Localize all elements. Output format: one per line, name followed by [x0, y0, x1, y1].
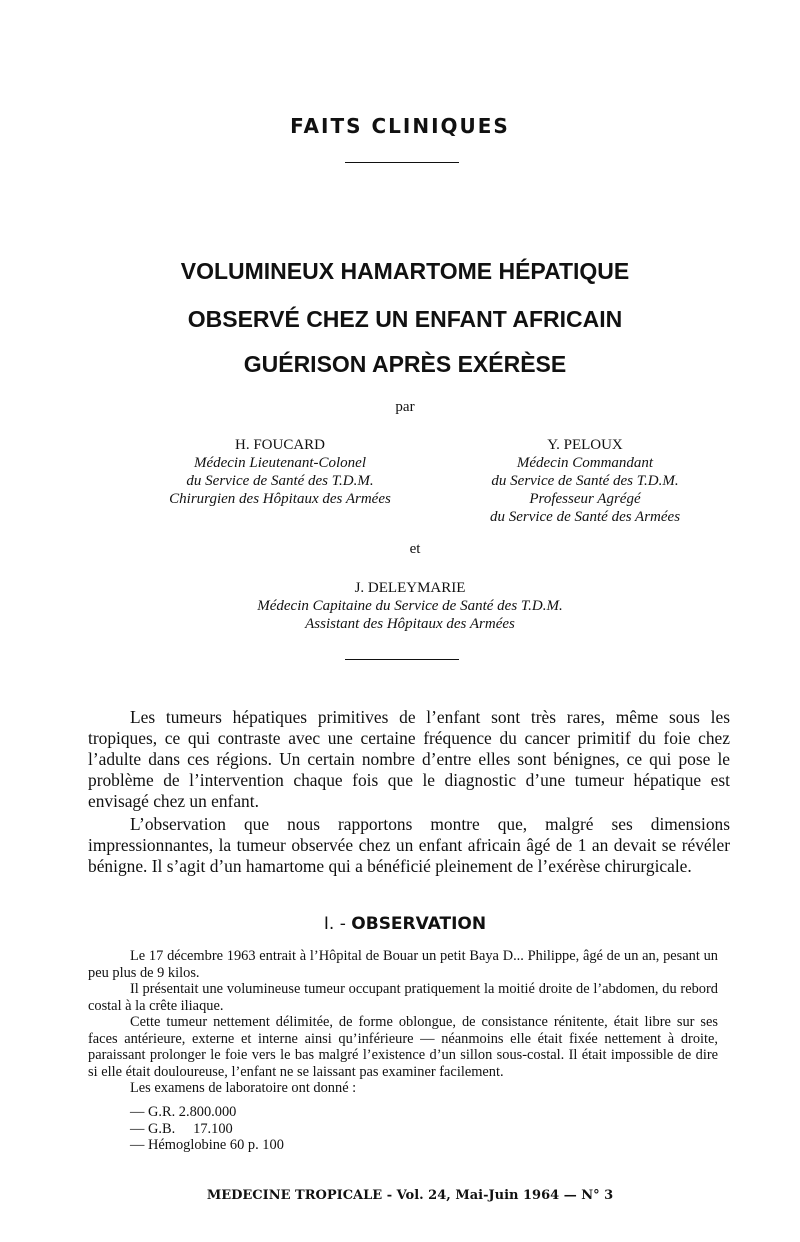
- author-name: J. DELEYMARIE: [354, 580, 466, 596]
- author-foucard: [110, 436, 450, 508]
- author-affiliation: Assistant des Hôpitaux des Armées: [305, 616, 515, 632]
- section-heading-text: OBSERVATION: [351, 914, 487, 934]
- section-label: FAITS CLINIQUES: [290, 114, 510, 138]
- author-affiliation: Médecin Lieutenant-Colonel: [193, 455, 367, 471]
- author-affiliation: du Service de Santé des Armées: [489, 509, 681, 525]
- observation-paragraph: Il présentait une volumineuse tumeur occupant pratiquement la moitié droite de l’abdomen, du rebord costal à la crête iliaque.: [88, 981, 718, 1014]
- author-deleymarie: [170, 579, 650, 633]
- author-affiliation: du Service de Santé des T.D.M.: [186, 473, 374, 489]
- section-number: I. -: [323, 914, 346, 934]
- author-name: Y. PELOUX: [547, 437, 623, 453]
- lab-result: — G.R. 2.800.000: [130, 1104, 237, 1120]
- article-title-line-3: GUÉRISON APRÈS EXÉRÈSE: [243, 351, 567, 377]
- lab-result: — Hémoglobine 60 p. 100: [130, 1137, 284, 1153]
- author-affiliation: du Service de Santé des T.D.M.: [491, 473, 679, 489]
- observation-paragraph: Le 17 décembre 1963 entrait à l’Hôpital de Bouar un petit Baya D... Philippe, âgé de un an, pesant un peu plus de 9 kilos.: [88, 948, 718, 981]
- author-peloux: [415, 436, 755, 526]
- author-affiliation: Chirurgien des Hôpitaux des Armées: [169, 491, 391, 507]
- observation-paragraph: Cette tumeur nettement délimitée, de forme oblongue, de consistance rénitente, était libre sur ses faces antérieure, externe et interne ainsi qu’inférieure — néanmoins elle était fixée nettement à droite, paraissant prolonger le foie vers le bas malgré l’existence d’un sillon sous-costal. Il était impossible de dire si elle était douloureuse, l’enfant ne se laissant pas examiner facilement.: [88, 1014, 718, 1080]
- top-divider: [345, 162, 459, 163]
- author-affiliation: Médecin Capitaine du Service de Santé des T.D.M.: [257, 598, 563, 614]
- author-name: H. FOUCARD: [234, 437, 325, 453]
- section-heading: [0, 914, 800, 934]
- introduction: [88, 707, 730, 877]
- journal-footer: MEDECINE TROPICALE - Vol. 24, Mai-Juin 1964 — N° 3: [206, 1188, 614, 1203]
- byline-par: par: [395, 399, 415, 415]
- observation-body: [88, 948, 718, 1097]
- article-title-line-2: OBSERVÉ CHEZ UN ENFANT AFRICAIN: [187, 306, 623, 332]
- author-affiliation: Médecin Commandant: [516, 455, 654, 471]
- intro-paragraph: L’observation que nous rapportons montre que, malgré ses dimensions impressionnantes, la tumeur observée chez un enfant africain âgé de 1 an devait se révéler bénigne. Il s’agit d’un hamartome qui a bénéficié pleinement de l’exérèse chirurgicale.: [88, 814, 730, 876]
- author-affiliation: Professeur Agrégé: [529, 491, 641, 507]
- observation-paragraph: Les examens de laboratoire ont donné :: [130, 1080, 357, 1096]
- byline-et: et: [409, 541, 421, 557]
- lab-result: — G.B. 17.100: [130, 1120, 233, 1137]
- article-title-line-1: VOLUMINEUX HAMARTOME HÉPATIQUE: [180, 258, 630, 284]
- intro-paragraph: Les tumeurs hépatiques primitives de l’enfant sont très rares, même sous les tropiques, ce qui contraste avec une certaine fréquence du cancer primitif du foie chez l’adulte dans ces régions. Un certain nombre d’entre elles sont bénignes, ce qui pose le problème de l’intervention chaque fois que le diagnostic d’une tumeur hépatique est envisagé chez un enfant.: [88, 707, 730, 811]
- byline-divider: [345, 659, 459, 660]
- lab-results: [130, 1104, 284, 1154]
